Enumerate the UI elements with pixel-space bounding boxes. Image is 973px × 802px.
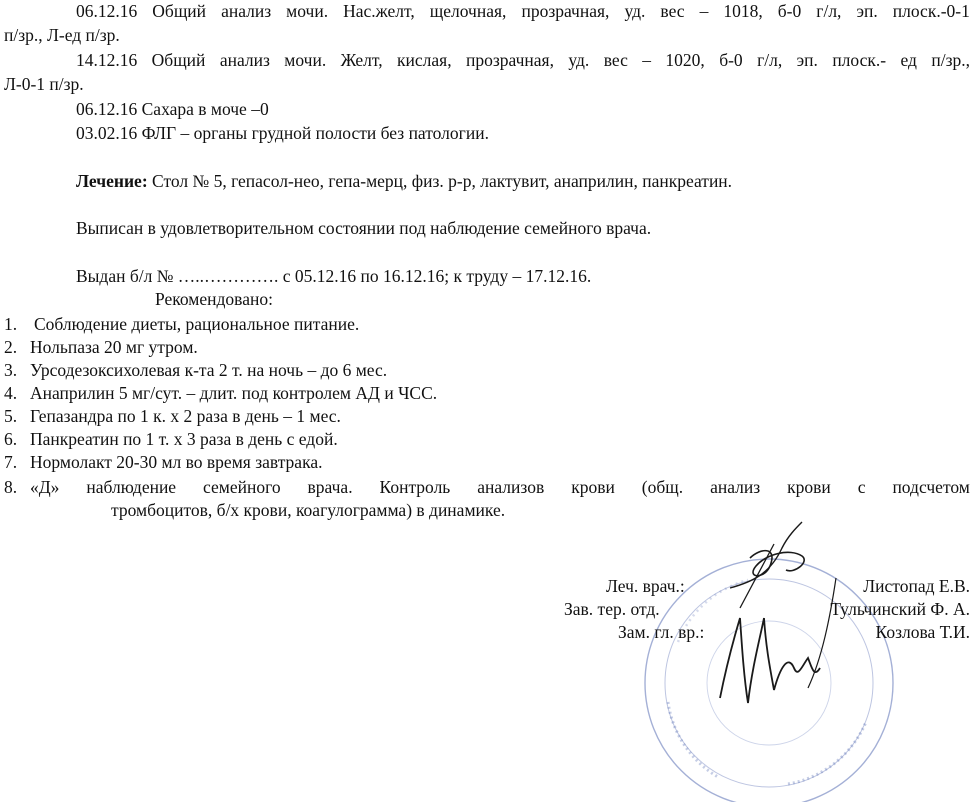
analysis-1-word: уд. <box>624 1 646 21</box>
analysis-2-date: 14.12.16 <box>76 50 138 70</box>
list-item-text: Анаприлин 5 мг/сут. – длит. под контролем АД и ЧСС. <box>30 383 438 403</box>
analysis-1-word: – <box>699 1 709 21</box>
list-item-word: крови <box>571 477 615 497</box>
analysis-1-word: плоск.-0-1 <box>892 1 970 21</box>
analysis-2-word: вес <box>603 50 628 70</box>
list-item-number: 4. <box>4 383 18 403</box>
discharge-statement: Выписан в удовлетворительном состоянии под наблюдение семейного врача. <box>76 218 652 238</box>
analysis-1-word: прозрачная, <box>521 1 610 21</box>
analysis-1-word: мочи. <box>286 1 329 21</box>
analysis-1-line <box>76 0 970 22</box>
treatment-paragraph <box>76 170 732 192</box>
analysis-2-word: Желт, <box>340 50 383 70</box>
list-item-text: Нольпаза 20 мг утром. <box>30 337 198 357</box>
analysis-2-word: прозрачная, <box>466 50 554 70</box>
analysis-2-word: 1020, <box>665 50 705 70</box>
recommended-heading: Рекомендовано: <box>155 289 273 309</box>
list-item-word: «Д» <box>30 477 60 497</box>
treatment-text: Стол № 5, гепасол-нео, гепа-мерц, физ. р-р, лактувит, анаприлин, панкреатин. <box>147 171 733 191</box>
analysis-2-word: ед <box>900 50 917 70</box>
list-item-text: Гепазандра по 1 к. х 2 раза в день – 1 мес. <box>30 406 341 426</box>
analysis-2-word: Общий <box>151 50 206 70</box>
analysis-1-date: 06.12.16 <box>76 1 138 21</box>
list-item-first-line <box>30 476 970 498</box>
analysis-2-word: плоск.- <box>832 50 887 70</box>
list-item-word: (общ. <box>641 477 684 497</box>
analysis-4-line: 03.02.16 ФЛГ – органы грудной полости без патологии. <box>76 123 489 143</box>
analysis-1-word: г/л, <box>816 1 842 21</box>
analysis-2-word: – <box>642 50 651 70</box>
list-item-number: 7. <box>4 452 18 472</box>
list-item-text: Панкреатин по 1 т. х 3 раза в день с едой. <box>30 429 338 449</box>
analysis-1-word: Нас.желт, <box>343 1 415 21</box>
treatment-label: Лечение: <box>76 171 148 191</box>
signature-name: Козлова Т.И. <box>875 622 970 642</box>
list-item-word: анализ <box>710 477 761 497</box>
analysis-2-word: эп. <box>796 50 818 70</box>
analysis-2-word: кислая, <box>397 50 452 70</box>
analysis-1-word: б-0 <box>777 1 802 21</box>
analysis-3-line: 06.12.16 Сахара в моче –0 <box>76 99 269 119</box>
list-item-word: подсчетом <box>892 477 970 497</box>
list-item-text: Нормолакт 20-30 мл во время завтрака. <box>30 452 323 472</box>
analysis-2-word: мочи. <box>284 50 327 70</box>
list-item-word: наблюдение <box>86 477 177 497</box>
signature-name: Листопад Е.В. <box>863 576 970 596</box>
list-item-text: Урсодезоксихолевая к-та 2 т. на ночь – до 6 мес. <box>30 360 388 380</box>
sick-leave-line: Выдан б/л № …..…………. с 05.12.16 по 16.12.16; к труду – 17.12.16. <box>76 266 592 286</box>
list-item-word: врача. <box>307 477 353 497</box>
list-item-word: Контроль <box>379 477 451 497</box>
signature-name: Тульчинский Ф. А. <box>830 599 970 619</box>
list-item-word: крови <box>787 477 831 497</box>
list-item-number: 5. <box>4 406 18 426</box>
analysis-1-word: вес <box>660 1 685 21</box>
analysis-2-word: анализ <box>219 50 270 70</box>
handwritten-signature <box>690 518 850 718</box>
list-item-number: 3. <box>4 360 18 380</box>
list-item-word: семейного <box>203 477 281 497</box>
list-item-text: Соблюдение диеты, рациональное питание. <box>34 314 360 334</box>
analysis-2-continuation: Л-0-1 п/зр. <box>4 74 84 94</box>
list-item-continuation: тромбоцитов, б/х крови, коагулограмма) в динамике. <box>111 500 506 520</box>
list-item-number: 8. <box>4 477 18 497</box>
list-item-word: с <box>857 477 866 497</box>
analysis-1-word: 1018, <box>723 1 763 21</box>
analysis-1-word: щелочная, <box>429 1 507 21</box>
analysis-1-word: анализ <box>221 1 272 21</box>
list-item-number: 6. <box>4 429 18 449</box>
signature-role: Зав. тер. отд. <box>564 599 660 619</box>
analysis-2-word: г/л, <box>757 50 783 70</box>
analysis-2-word: п/зр., <box>931 50 970 70</box>
list-item-number: 1. <box>4 314 18 334</box>
signature-role: Зам. гл. вр.: <box>618 622 705 642</box>
analysis-2-word: уд. <box>568 50 590 70</box>
analysis-1-word: эп. <box>856 1 878 21</box>
analysis-2-word: б-0 <box>719 50 743 70</box>
list-item-number: 2. <box>4 337 18 357</box>
signature-role: Леч. врач.: <box>606 576 685 596</box>
analysis-2-line <box>76 49 970 71</box>
analysis-1-continuation: п/зр., Л-ед п/зр. <box>4 25 120 45</box>
analysis-1-word: Общий <box>152 1 207 21</box>
list-item-word: анализов <box>477 477 545 497</box>
